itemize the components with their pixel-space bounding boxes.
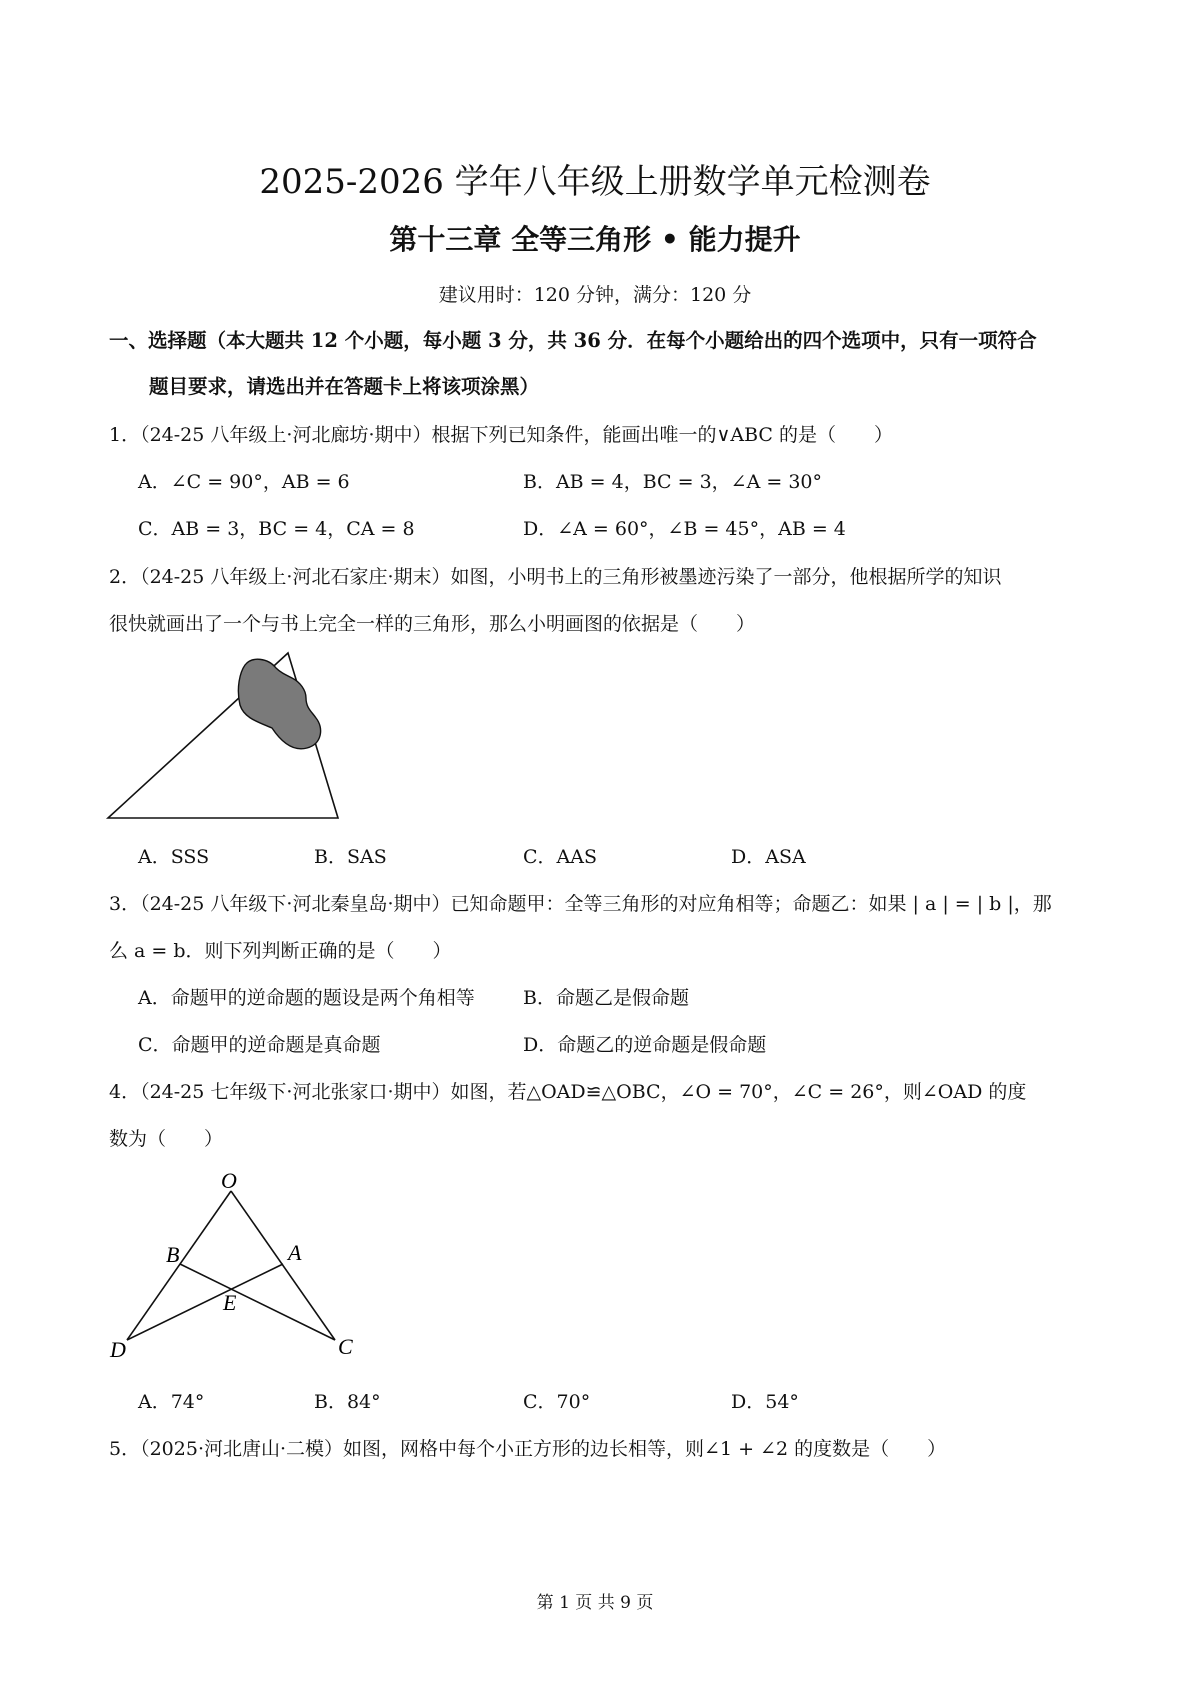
question-5-stem: 5．（2025·河北唐山·二模）如图，网格中每个小正方形的边长相等，则∠1 + ∠2 的度数是（ ） — [109, 1438, 947, 1460]
q2-option-d: D．ASA — [731, 846, 806, 868]
q1-option-c: C．AB = 3，BC = 4，CA = 8 — [138, 518, 415, 540]
q4-option-d: D．54° — [731, 1391, 799, 1413]
label-b: B — [166, 1242, 180, 1267]
q4-option-b: B．84° — [314, 1391, 381, 1413]
question-3-stem-cont: 么 a = b．则下列判断正确的是（ ） — [109, 940, 452, 962]
q3-option-b: B．命题乙是假命题 — [523, 987, 689, 1009]
q4-option-a: A．74° — [138, 1391, 205, 1413]
chapter-subtitle: 第十三章 全等三角形 • 能力提升 — [389, 223, 801, 256]
q3-option-a: A．命题甲的逆命题的题设是两个角相等 — [138, 987, 475, 1009]
q2-option-b: B．SAS — [314, 846, 387, 868]
segment-oc — [231, 1191, 335, 1340]
label-a: A — [288, 1240, 302, 1265]
section-heading-cont: 题目要求，请选出并在答题卡上将该项涂黑） — [149, 375, 540, 398]
page-title: 2025-2026 学年八年级上册数学单元检测卷 — [259, 162, 931, 202]
q2-option-c: C．AAS — [523, 846, 597, 868]
q1-option-d: D．∠A = 60°，∠B = 45°，AB = 4 — [523, 518, 846, 540]
q3-option-d: D．命题乙的逆命题是假命题 — [523, 1034, 767, 1056]
exam-meta: 建议用时：120 分钟，满分：120 分 — [438, 284, 752, 306]
question-4-stem: 4．（24-25 七年级下·河北张家口·期中）如图，若△OAD≌△OBC，∠O = 70°，∠C = 26°，则∠OAD 的度 — [109, 1081, 1027, 1103]
label-e: E — [223, 1290, 237, 1315]
q4-option-c: C．70° — [523, 1391, 591, 1413]
question-2-stem-cont: 很快就画出了一个与书上完全一样的三角形，那么小明画图的依据是（ ） — [109, 613, 756, 635]
section-heading: 一、选择题（本大题共 12 个小题，每小题 3 分，共 36 分．在每个小题给出的四个选项中，只有一项符合 — [109, 329, 1037, 352]
question-2-stem: 2．（24-25 八年级上·河北石家庄·期末）如图，小明书上的三角形被墨迹污染了一部分，他根据所学的知识 — [109, 566, 1002, 588]
label-o: O — [221, 1168, 237, 1193]
question-1-stem: 1．（24-25 八年级上·河北廊坊·期中）根据下列已知条件，能画出唯一的∨ABC 的是（ ） — [109, 424, 894, 446]
label-c: C — [338, 1334, 353, 1359]
q2-option-a: A．SSS — [138, 846, 210, 868]
q1-option-a: A．∠C = 90°，AB = 6 — [138, 471, 350, 493]
q1-option-b: B．AB = 4，BC = 3，∠A = 30° — [523, 471, 822, 493]
question-4-stem-cont: 数为（ ） — [109, 1128, 224, 1150]
q3-option-c: C．命题甲的逆命题是真命题 — [138, 1034, 381, 1056]
page-footer: 第 1 页 共 9 页 — [536, 1593, 654, 1613]
question-3-stem: 3．（24-25 八年级下·河北秦皇岛·期中）已知命题甲：全等三角形的对应角相等；命题乙：如果 | a | = | b |，那 — [109, 893, 1052, 915]
label-d: D — [110, 1337, 126, 1362]
